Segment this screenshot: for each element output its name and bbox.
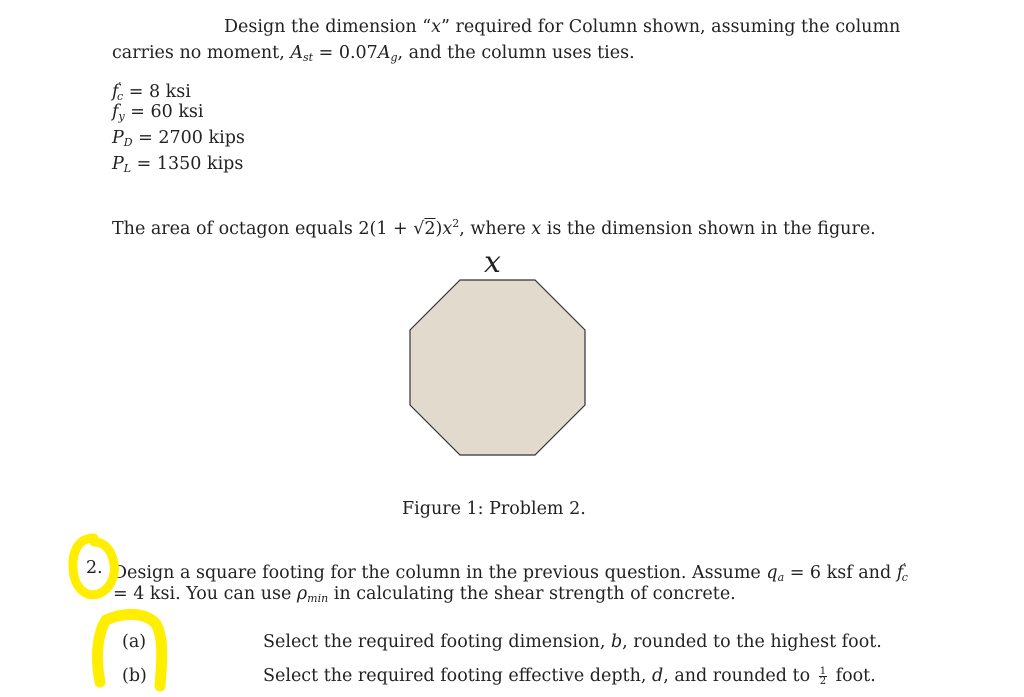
one-half-fraction: $\frac{1}{2}$ — [819, 666, 827, 687]
part-b-text: Select the required footing effective depth, d, and rounded to $\frac{1}{2}$ foot. — [263, 666, 876, 687]
octagon-shape — [410, 280, 585, 455]
problem-number: 2. — [86, 558, 103, 578]
part-a-label: (a) — [122, 632, 147, 652]
param-pl: $P_L = 1350$ kips — [112, 154, 244, 175]
param-pd: $P_D = 2700$ kips — [112, 128, 245, 149]
problem2-line2: = 4 ksi. You can use $\rho_{min}$ in calculating the shear strength of concrete. — [113, 584, 736, 605]
octagon-figure — [409, 279, 587, 457]
problem-intro-line2: carries no moment, $A_{st} = 0.07A_g$, and the column uses ties. — [112, 43, 635, 64]
param-fy: $f_y = 60$ ksi — [112, 102, 204, 123]
part-a-text: Select the required footing dimension, b, rounded to the highest foot. — [263, 632, 882, 652]
problem-intro-line1: Design the dimension “x” required for Column shown, assuming the column — [224, 17, 901, 37]
problem2-line1: Design a square footing for the column in the previous question. Assume $q_a = 6$ ksf and $f'_c$ — [113, 561, 908, 584]
octagon-area-statement: The area of octagon equals $2(1 + √2)x^2$, where x is the dimension shown in the figure. — [112, 217, 876, 239]
figure-caption: Figure 1: Problem 2. — [402, 499, 586, 519]
part-b-label: (b) — [122, 666, 147, 686]
highlight-circle-parts — [84, 606, 174, 697]
highlight-circle-problem-number — [64, 530, 124, 606]
param-fc: $f'_c = 8$ ksi — [112, 80, 191, 103]
dimension-x-label: x — [484, 245, 501, 280]
